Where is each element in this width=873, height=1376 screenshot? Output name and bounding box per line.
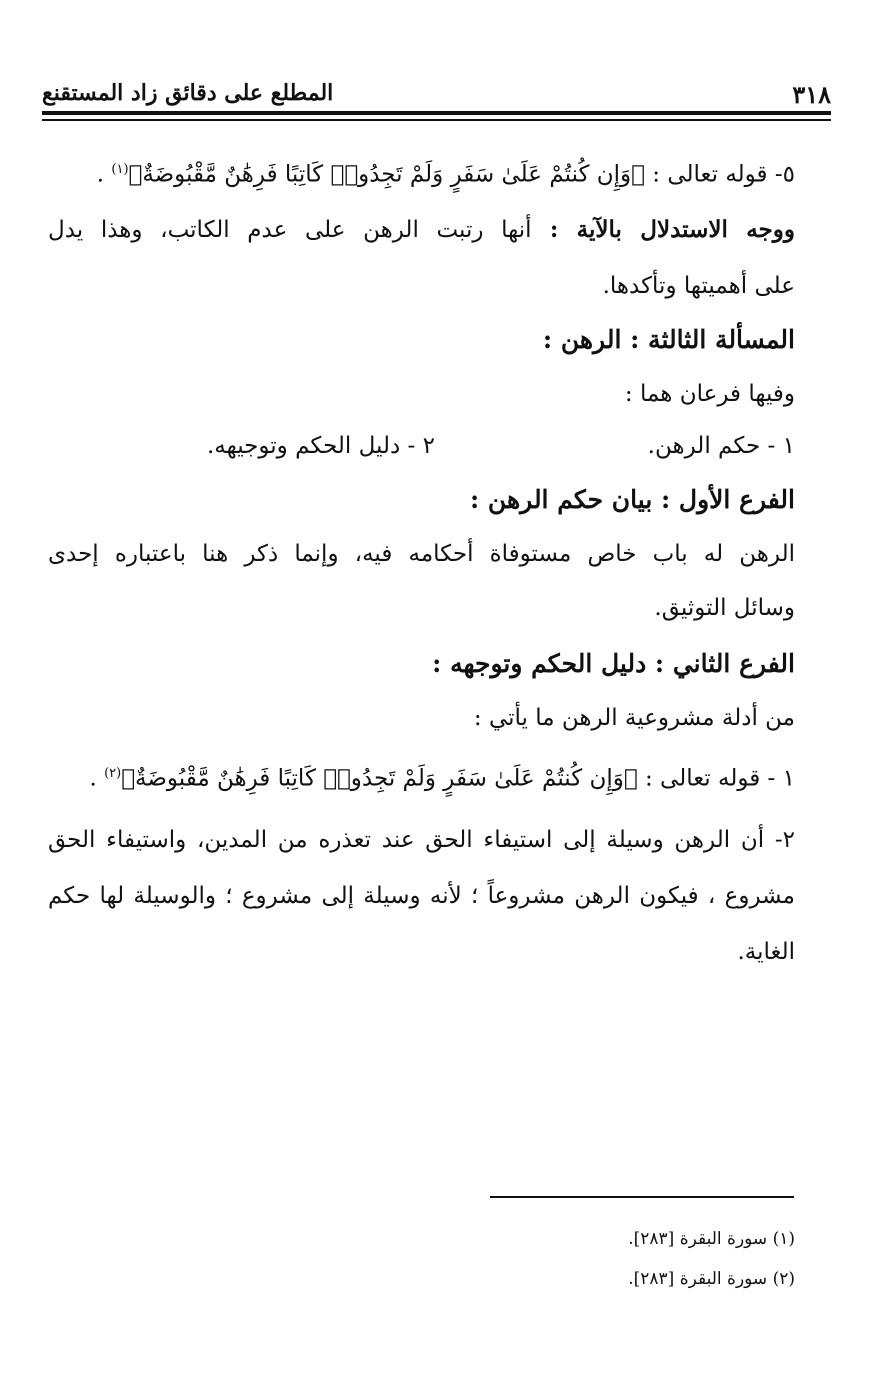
ruling-line-2: وسائل التوثيق. [654,595,795,621]
header-rule-thick [42,111,831,115]
item5-line [48,150,795,195]
quran-verse: ﴿وَإِن كُنتُمْ عَلَىٰ سَفَرٍ وَلَمْ تَجِدُوا۟ كَاتِبًا فَرِهَٰنٌ مَّقْبُوضَةٌ﴾ [128,161,645,188]
page-number: ٣١٨ [792,80,831,109]
footnote-1: (١) سورة البقرة [٢٨٣]. [628,1229,795,1249]
evidence1-suffix: . [89,765,105,792]
item5-suffix: . [96,161,112,188]
page-header [42,72,831,112]
footnote-separator [490,1196,794,1198]
evidence-2-line-1: ٢- أن الرهن وسيلة إلى استيفاء الحق عند تعذره من المدين، واستيفاء الحق [48,827,795,853]
evidence-item-1 [48,754,795,799]
quran-verse: ﴿وَإِن كُنتُمْ عَلَىٰ سَفَرٍ وَلَمْ تَجِدُوا۟ كَاتِبًا فَرِهَٰنٌ مَّقْبُوضَةٌ﴾ [121,765,638,792]
subsection-heading-2: الفرع الثاني : دليل الحكم وتوجهه : [432,649,795,678]
inference-text: أنها رتبت الرهن على عدم الكاتب، وهذا يدل [48,217,532,243]
footnote-2: (٢) سورة البقرة [٢٨٣]. [628,1269,795,1289]
running-title: المطلع على دقائق زاد المستقنع [42,80,334,106]
footnote-marker: (٢) [104,766,122,781]
evidence-2-line-2: مشروع ، فيكون الرهن مشروعاً ؛ لأنه وسيلة إلى مشروع ؛ والوسيلة لها حكم [48,883,795,909]
item5-prefix: ٥- قوله تعالى : [644,161,795,188]
branch-item-1: ١ - حكم الرهن. [647,433,795,459]
section-heading: المسألة الثالثة : الرهن : [542,325,795,354]
inference-label: ووجه الاستدلال بالآية : [531,216,795,243]
branches-intro: وفيها فرعان هما : [624,381,795,407]
evidence-2-line-3: الغاية. [737,939,795,965]
inference-line-1 [48,210,795,250]
subsection-heading-1: الفرع الأول : بيان حكم الرهن : [470,485,795,514]
branches-list [48,426,795,466]
header-rule-thin [42,119,831,121]
branch-item-2: ٢ - دليل الحكم وتوجيهه. [206,433,435,459]
ruling-line-1: الرهن له باب خاص مستوفاة أحكامه فيه، وإنما ذكر هنا باعتباره إحدى [48,541,795,567]
inference-line-2: على أهميتها وتأكدها. [602,273,795,299]
footnote-marker: (١) [111,162,129,177]
evidence1-prefix: ١ - قوله تعالى : [637,765,795,792]
evidence-intro: من أدلة مشروعية الرهن ما يأتي : [473,705,795,731]
